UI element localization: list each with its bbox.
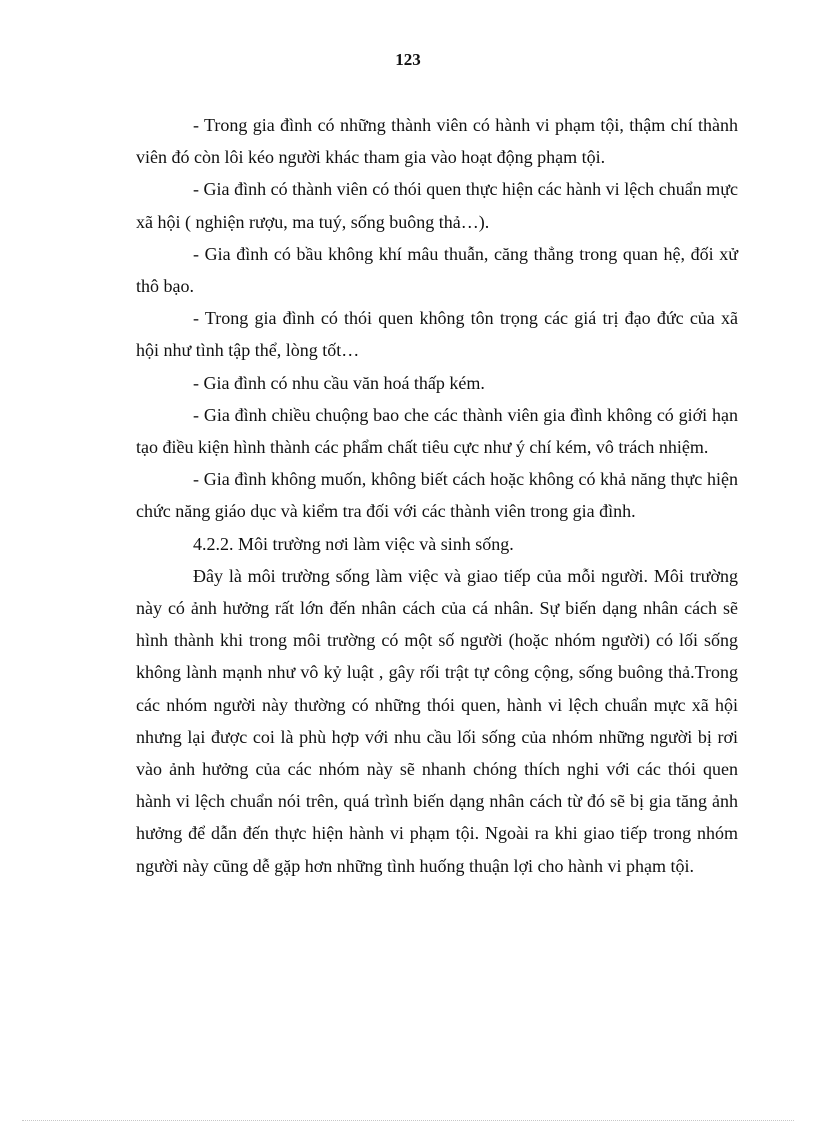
section-heading-4-2-2: 4.2.2. Môi trường nơi làm việc và sinh sống. [193, 533, 514, 554]
page-bottom-divider [22, 1120, 794, 1121]
page-number: 123 [395, 50, 421, 69]
paragraph-disrespect-moral-values: - Trong gia đình có thói quen không tôn trọng các giá trị đạo đức của xã hội như tình tập thể, lòng tốt… [136, 308, 738, 361]
paragraph-living-environment: Đây là môi trường sống làm việc và giao tiếp của mỗi người. Môi trường này có ảnh hưởng rất lớn đến nhân cách của cá nhân. Sự biến dạng nhân cách sẽ hình thành khi trong môi trường có một số người (hoặc nhóm người) có lối sống không lành mạnh như vô kỷ luật , gây rối trật tự công cộng, sống buông thả.Trong các nhóm người này thường có những thói quen, hành vi lệch chuẩn mực xã hội nhưng lại được coi là phù hợp với nhu cầu lối sống của nhóm những người bị rơi vào ảnh hưởng của các nhóm này sẽ nhanh chóng thích nghi với các thói quen hành vi lệch chuẩn nói trên, quá trình biến dạng nhân cách từ đó sẽ bị gia tăng ảnh hưởng để dẫn đến thực hiện hành vi phạm tội. Ngoài ra khi giao tiếp trong nhóm người này cũng dễ gặp hơn những tình huống thuận lợi cho hành vi phạm tội. [136, 565, 738, 876]
paragraph-family-member-crime: - Trong gia đình có những thành viên có hành vi phạm tội, thậm chí thành viên đó còn lôi kéo người khác tham gia vào hoạt động phạm tội. [136, 115, 738, 168]
paragraph-low-cultural-needs: - Gia đình có nhu cầu văn hoá thấp kém. [193, 372, 485, 393]
paragraph-conflict-atmosphere: - Gia đình có bầu không khí mâu thuẫn, căng thẳng trong quan hệ, đối xử thô bạo. [136, 243, 738, 297]
document-body [136, 109, 738, 882]
paragraph-education-failure: - Gia đình không muốn, không biết cách hoặc không có khả năng thực hiện chức năng giáo dục và kiểm tra đối với các thành viên trong gia đình. [136, 469, 738, 522]
paragraph-deviant-habits: - Gia đình có thành viên có thói quen thực hiện các hành vi lệch chuẩn mực xã hội ( nghiện rượu, ma tuý, sống buông thả…). [136, 179, 738, 232]
paragraph-overindulgence: - Gia đình chiều chuộng bao che các thành viên gia đình không có giới hạn tạo điều kiện hình thành các phẩm chất tiêu cực như ý chí kém, vô trách nhiệm. [136, 404, 738, 458]
